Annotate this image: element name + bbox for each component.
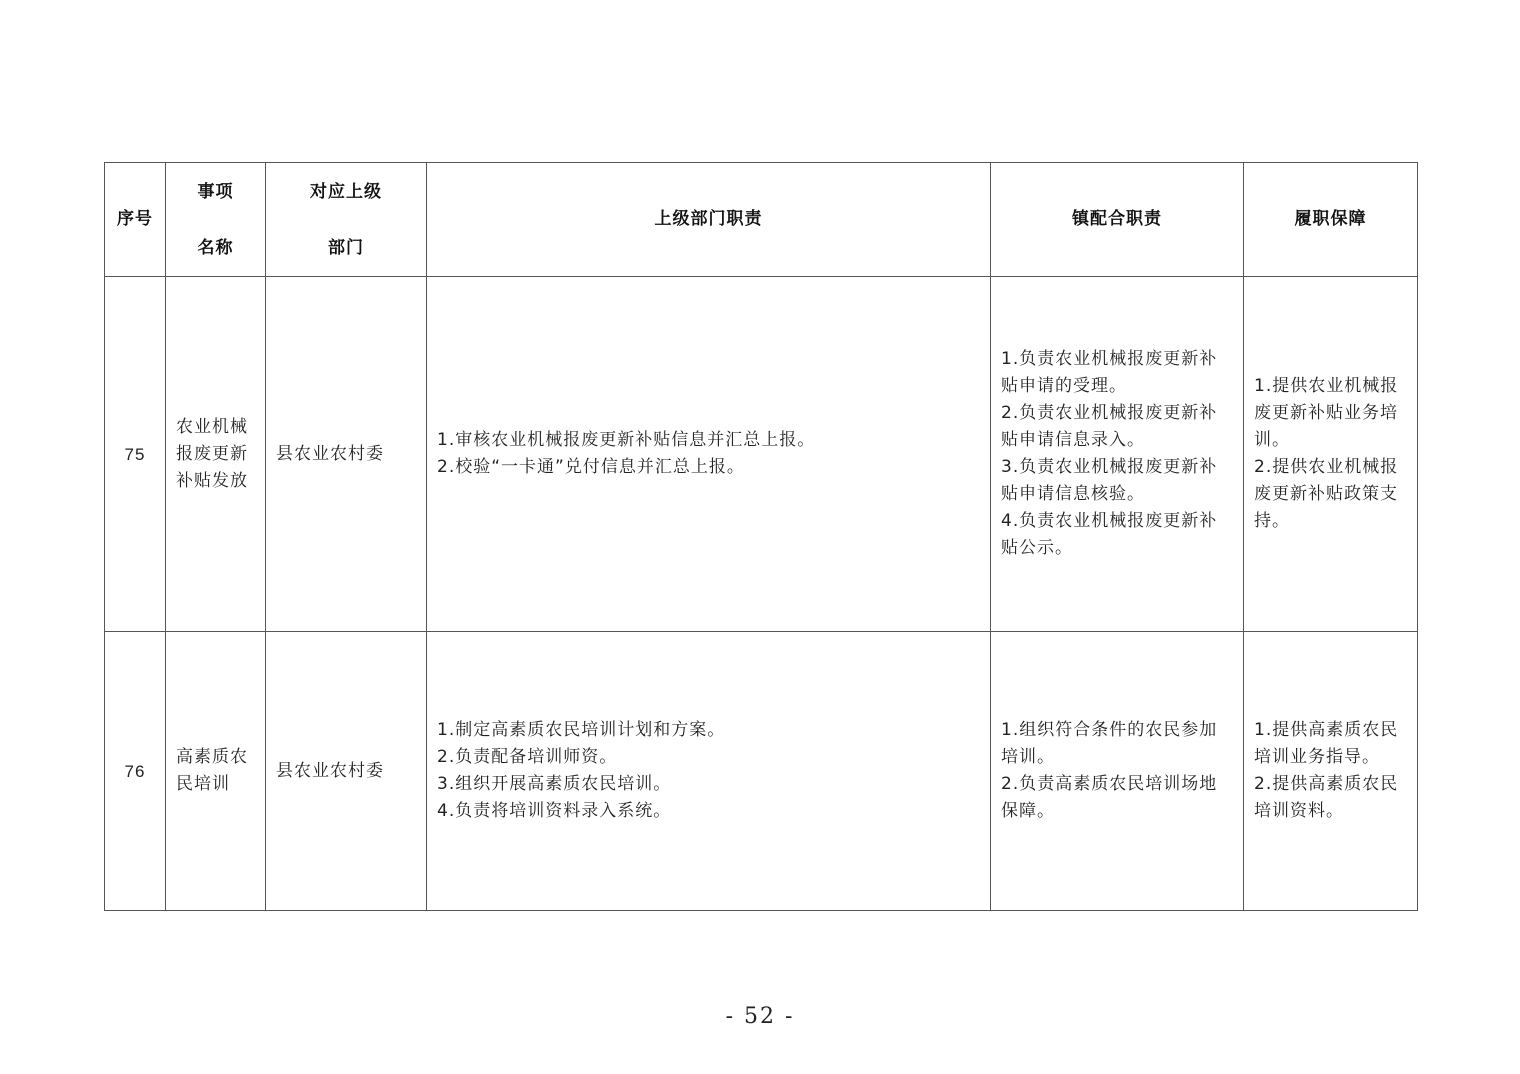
item-name-line: 高素质农: [176, 747, 248, 767]
guarantee-item: 2.提供高素质农民培训资料。: [1254, 774, 1399, 821]
town-duty-item: 1.组织符合条件的农民参加培训。: [1001, 720, 1218, 767]
page-number: - 52 -: [725, 1004, 795, 1029]
row-upper-duties: [427, 632, 991, 911]
town-duty-item: 4.负责农业机械报废更新补贴公示。: [1001, 511, 1218, 558]
row-town-duties: [991, 632, 1244, 911]
header-upper-dept-line1: 对应上级: [310, 181, 382, 202]
town-duty-item: 3.负责农业机械报废更新补贴申请信息核验。: [1001, 457, 1218, 504]
town-duty-item: 1.负责农业机械报废更新补贴申请的受理。: [1001, 349, 1218, 396]
upper-duty-item: 4.负责将培训资料录入系统。: [437, 801, 672, 821]
item-name-line: 农业机械: [176, 416, 248, 437]
table-row: [105, 277, 1418, 632]
item-name-line: 补贴发放: [176, 470, 248, 491]
guarantee-item: 1.提供农业机械报废更新补贴业务培训。: [1254, 376, 1399, 450]
item-name-line: 报废更新: [176, 443, 248, 464]
upper-duty-item: 1.制定高素质农民培训计划和方案。: [437, 720, 726, 740]
header-item-name: [166, 163, 266, 277]
row-dept: 县农业农村委: [266, 277, 427, 632]
upper-duty-item: 2.校验“一卡通”兑付信息并汇总上报。: [437, 457, 745, 477]
table-row: [105, 632, 1418, 911]
row-item-name: [166, 632, 266, 911]
town-duty-item: 2.负责农业机械报废更新补贴申请信息录入。: [1001, 403, 1218, 450]
row-town-duties: [991, 277, 1244, 632]
row-guarantees: [1244, 632, 1418, 911]
upper-duty-item: 3.组织开展高素质农民培训。: [437, 774, 672, 794]
upper-duty-item: 1.审核农业机械报废更新补贴信息并汇总上报。: [437, 430, 816, 450]
guarantee-item: 1.提供高素质农民培训业务指导。: [1254, 720, 1399, 767]
header-guarantee: 履职保障: [1244, 163, 1418, 277]
town-duty-item: 2.负责高素质农民培训场地保障。: [1001, 774, 1218, 821]
header-item-name-line1: 事项: [197, 181, 234, 202]
header-upper-dept-line2: 部门: [328, 237, 364, 258]
header-seq: 序号: [105, 163, 166, 277]
table-header-row: [105, 163, 1418, 277]
header-town-duty: 镇配合职责: [991, 163, 1244, 277]
row-seq: 75: [105, 277, 166, 632]
guarantee-item: 2.提供农业机械报废更新补贴政策支持。: [1254, 457, 1399, 531]
header-upper-duty: 上级部门职责: [427, 163, 991, 277]
header-upper-dept: [266, 163, 427, 277]
item-name-line: 民培训: [176, 774, 230, 794]
header-item-name-line2: 名称: [197, 237, 234, 258]
row-guarantees: [1244, 277, 1418, 632]
duty-table: [104, 162, 1418, 911]
row-dept: 县农业农村委: [266, 632, 427, 911]
row-seq: 76: [105, 632, 166, 911]
upper-duty-item: 2.负责配备培训师资。: [437, 747, 618, 767]
row-item-name: [166, 277, 266, 632]
row-upper-duties: [427, 277, 991, 632]
